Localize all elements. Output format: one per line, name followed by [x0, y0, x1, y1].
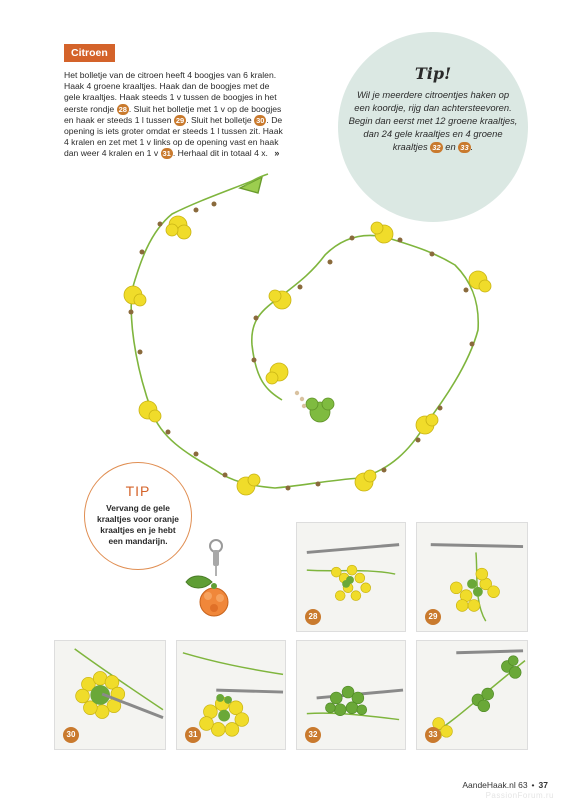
- mandarin-keychain-illustration: [178, 536, 250, 632]
- intro-part-5: . Herhaal dit in totaal 4 x.: [172, 148, 268, 159]
- intro-part-2: . Sluit het bolletje met 1 v op de boogjes en haak er steeds 1 l tussen: [64, 103, 282, 125]
- step-photo-29: [416, 522, 528, 632]
- tip-circle-left: [84, 462, 192, 570]
- continue-icon: »: [274, 148, 280, 159]
- photo-number-30: 30: [63, 727, 79, 743]
- step-photo-32: [296, 640, 406, 750]
- tip-left-title: TIP: [125, 483, 151, 499]
- step-photo-31: [176, 640, 286, 750]
- step-badge-30: 30: [256, 115, 265, 125]
- footer-site: AandeHaak.nl 63: [462, 780, 528, 790]
- tip-top-mid: en: [445, 141, 456, 152]
- step-photo-28: [296, 522, 406, 632]
- step-photo-30: [54, 640, 166, 750]
- photo-number-31: 31: [185, 727, 201, 743]
- step-badge-29: 29: [175, 115, 185, 125]
- step-photo-33: [416, 640, 528, 750]
- tip-top-text: Wil je meerdere citroentjes haken op een koordje, rijg dan achtersteevoren. Begin dan eerst met 12 groene kraaltjes, dan 24 gele kraaltjes en 4 groene kraaltjes: [348, 89, 518, 152]
- step-badge-28: 28: [118, 104, 127, 114]
- page-number: 37: [538, 780, 548, 790]
- intro-part-1: Het bolletje van de citroen heeft 4 boogjes van 6 kralen. Haak 4 groene kraaltjes. Haak dan de boogjes met de gele kraaltjes. Haak steeds 1 v tussen de boogjes in het eerste rondje: [64, 70, 277, 114]
- photo-number-29: 29: [425, 609, 441, 625]
- step-badge-31: 31: [162, 149, 171, 159]
- section-title: Citroen: [64, 44, 115, 62]
- tip-top-end: .: [470, 141, 474, 152]
- tip-left-body: Vervang de gele kraaltjes voor oranje kraaltjes en je hebt een mandarijn.: [97, 503, 179, 546]
- watermark-text: PassionForum.ru: [485, 791, 554, 800]
- tip-top-title: Tip!: [414, 64, 452, 83]
- photo-number-32: 32: [305, 727, 321, 743]
- photo-number-28: 28: [305, 609, 321, 625]
- intro-part-4: . De opening is iets groter omdat er steeds 1 l tussen zit. Haak 4 kralen en zet met 1 v links op de opening vast en haak dan weer 4 kralen en 1 v: [64, 114, 283, 159]
- step-badge-33: 33: [460, 143, 469, 152]
- page-footer: [462, 780, 548, 790]
- intro-part-3: . Sluit het bolletje: [186, 114, 252, 125]
- step-badge-32: 32: [432, 143, 441, 152]
- footer-separator: •: [531, 780, 535, 790]
- photo-number-33: 33: [425, 727, 441, 743]
